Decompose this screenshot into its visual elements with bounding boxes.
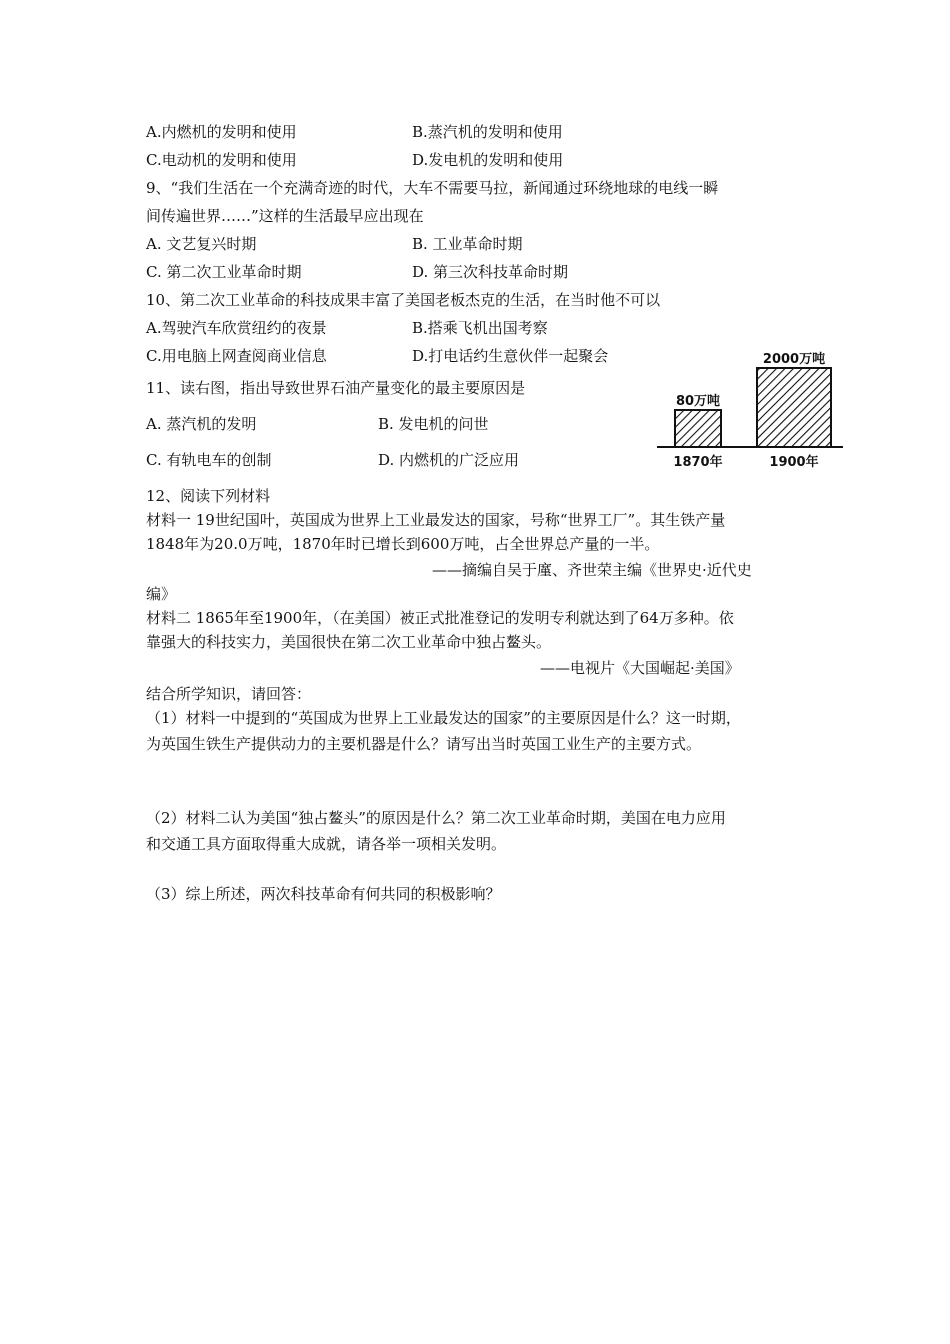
q8-option-b: B.蒸汽机的发明和使用: [412, 123, 563, 141]
q8-option-c: C.电动机的发明和使用: [146, 151, 297, 169]
subquestion2-line1: （2）材料二认为美国“独占鳌头”的原因是什么？第二次工业革命时期，美国在电力应用: [146, 809, 726, 827]
material2-line2: 靠强大的科技实力，美国很快在第二次工业革命中独占鳌头。: [146, 633, 552, 651]
q8-option-a: A.内燃机的发明和使用: [146, 123, 297, 141]
chart-bar-1: [675, 410, 721, 447]
q9-option-d: D. 第三次科技革命时期: [412, 263, 569, 281]
q10-option-c: C.用电脑上网查阅商业信息: [146, 347, 327, 365]
chart-category-label-2: 1900年: [769, 455, 819, 470]
q9-stem-line2: 间传遍世界……”这样的生活最早应出现在: [146, 207, 424, 225]
material1-source-line2: 编》: [146, 585, 177, 603]
material1-line2: 1848年为20.0万吨，1870年时已增长到600万吨，占全世界总产量的一半。: [146, 535, 660, 553]
q8-option-d: D.发电机的发明和使用: [412, 151, 564, 169]
material1-line1: 材料一 19世纪国叶，英国成为世界上工业最发达的国家，号称“世界工厂”。其生铁产量: [146, 511, 726, 529]
subquestion1-line1: （1）材料一中提到的“英国成为世界上工业最发达的国家”的主要原因是什么？这一时期，: [146, 709, 741, 727]
q9-option-c: C. 第二次工业革命时期: [146, 263, 302, 281]
q10-option-b: B.搭乘飞机出国考察: [412, 319, 548, 337]
q9-option-a: A. 文艺复兴时期: [146, 235, 257, 253]
oil-production-chart: [655, 345, 845, 475]
answer-prompt: 结合所学知识，请回答：: [146, 685, 312, 703]
chart-data-label-2: 2000万吨: [762, 352, 826, 367]
material2-source: ——电视片《大国崛起·美国》: [540, 659, 740, 677]
subquestion3: （3）综上所述，两次科技革命有何共同的积极影响？: [146, 885, 501, 903]
chart-category-label-1: 1870年: [673, 455, 723, 470]
q11-option-d: D. 内燃机的广泛应用: [378, 451, 520, 469]
q11-option-c: C. 有轨电车的创制: [146, 451, 272, 469]
q12-stem: 12、阅读下列材料: [146, 487, 271, 505]
q9-option-b: B. 工业革命时期: [412, 235, 523, 253]
material2-line1: 材料二 1865年至1900年，（在美国）被正式批准登记的发明专利就达到了64万多种。依: [146, 609, 734, 627]
q11-option-b: B. 发电机的问世: [378, 415, 489, 433]
subquestion1-line2: 为英国生铁生产提供动力的主要机器是什么？请写出当时英国工业生产的主要方式。: [146, 735, 702, 753]
subquestion2-line2: 和交通工具方面取得重大成就，请各举一项相关发明。: [146, 835, 507, 853]
material1-source-line1: ——摘编自吴于廑、齐世荣主编《世界史·近代史: [432, 561, 752, 579]
q10-option-a: A.驾驶汽车欣赏纽约的夜景: [146, 319, 327, 337]
q11-option-a: A. 蒸汽机的发明: [146, 415, 257, 433]
q11-stem: 11、读右图，指出导致世界石油产量变化的最主要原因是: [146, 379, 526, 397]
q10-stem: 10、第二次工业革命的科技成果丰富了美国老板杰克的生活，在当时他不可以: [146, 291, 661, 309]
q9-stem-line1: 9、“我们生活在一个充满奇迹的时代，大车不需要马拉，新闻通过环绕地球的电线一瞬: [146, 179, 719, 197]
chart-bar-2: [757, 368, 831, 447]
q10-option-d: D.打电话约生意伙伴一起聚会: [412, 347, 609, 365]
chart-data-label-1: 80万吨: [675, 394, 721, 409]
